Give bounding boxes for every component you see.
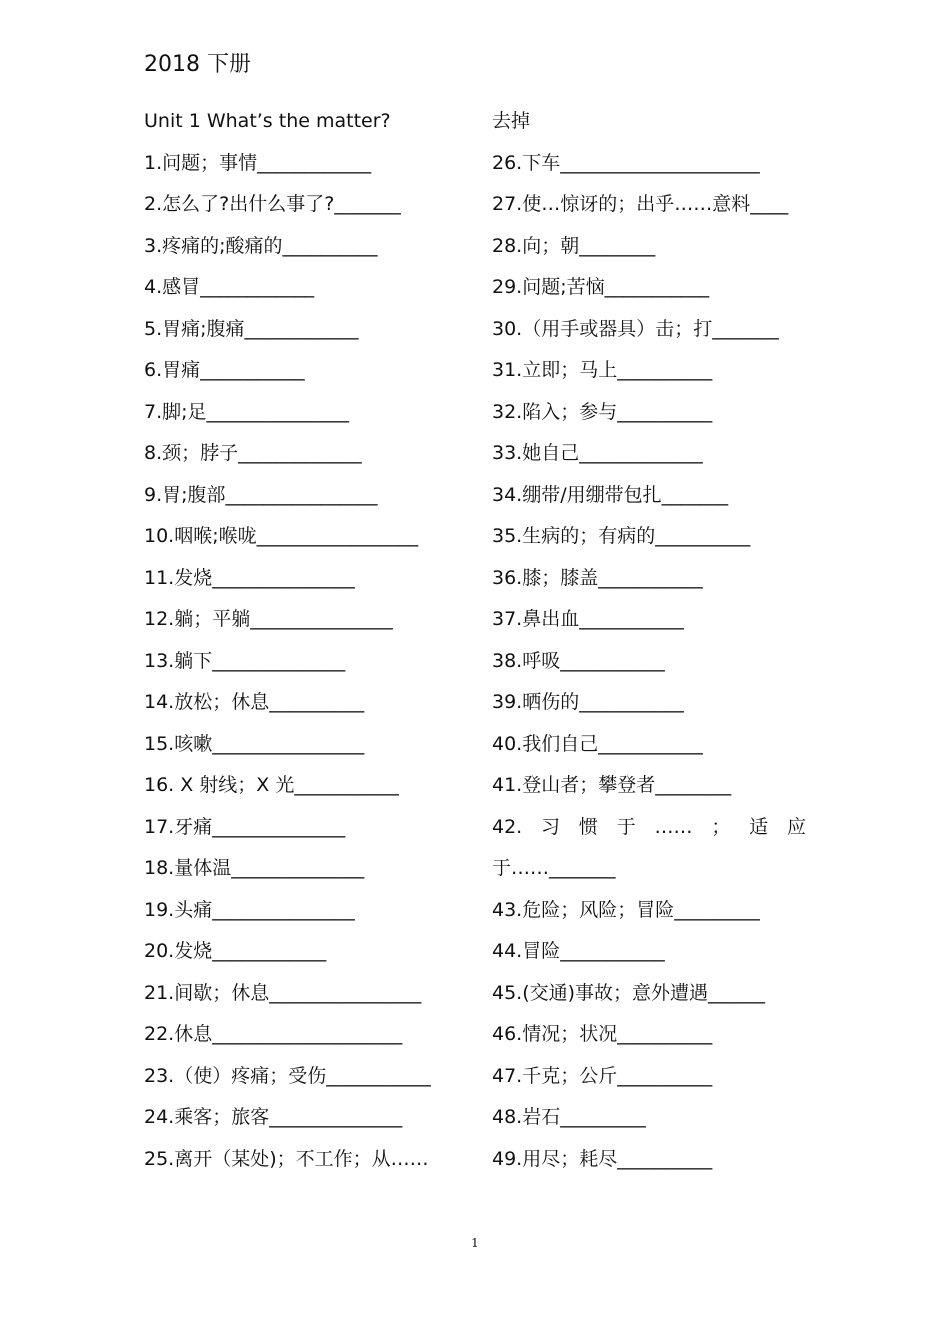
vocab-item: 49.用尽；耗尽__________ [492, 1147, 713, 1170]
vocab-item-42-part: …… [654, 815, 693, 838]
vocab-item: 33.她自己_____________ [492, 442, 703, 464]
vocab-item: 46.情况；状况__________ [492, 1023, 713, 1045]
vocab-item: 27.使…惊讶的；出乎……意料____ [492, 193, 789, 215]
vocab-item: 26.下车_____________________ [492, 151, 760, 174]
vocab-item-42-part: 于 [616, 815, 636, 838]
vocab-item: 5.胃痛;腹痛____________ [144, 317, 359, 340]
vocab-item: 40.我们自己___________ [492, 732, 703, 755]
vocab-item: 20.发烧____________ [144, 940, 327, 962]
vocab-item: 37.鼻出血___________ [492, 608, 684, 630]
vocab-item-42-part: ； [711, 815, 731, 838]
vocab-item: 38.呼吸___________ [492, 649, 665, 672]
vocab-item: 30.（用手或器具）击；打_______ [492, 317, 779, 340]
vocab-item: 22.休息____________________ [144, 1023, 403, 1045]
vocab-item: 12.躺；平躺_______________ [144, 608, 393, 630]
vocab-item: 10.咽喉;喉咙_________________ [144, 525, 419, 547]
vocab-item: 35.生病的；有病的__________ [492, 525, 751, 547]
vocab-item: 32.陷入；参与__________ [492, 400, 713, 423]
left-column [144, 101, 474, 1180]
vocab-item: 36.膝；膝盖___________ [492, 566, 703, 589]
vocab-item: 19.头痛_______________ [144, 898, 355, 921]
vocab-item: 25.离开（某处)；不工作；从…… [144, 1147, 429, 1170]
page-number: 1 [471, 1236, 479, 1250]
vocab-item-42-part: 42. [492, 815, 523, 838]
vocab-item: 7.脚;足_______________ [144, 400, 350, 423]
vocab-item-42-part: 惯 [578, 815, 598, 838]
vocab-item: 14.放松；休息__________ [144, 691, 365, 713]
vocab-item-42-continuation: 于……_______ [492, 857, 616, 879]
vocab-item: 17.牙痛______________ [144, 815, 346, 838]
continuation-text: 去掉 [492, 110, 531, 132]
vocab-item: 8.颈；脖子_____________ [144, 442, 362, 464]
unit-heading: Unit 1 What’s the matter? [144, 110, 391, 132]
vocab-item: 28.向；朝________ [492, 234, 656, 257]
vocab-item: 15.咳嗽________________ [144, 732, 365, 755]
vocab-item: 41.登山者；攀登者________ [492, 774, 732, 796]
vocab-item: 16. X 射线；X 光___________ [144, 774, 399, 796]
vocab-item: 6.胃痛___________ [144, 359, 305, 381]
vocab-item: 23.（使）疼痛；受伤___________ [144, 1064, 431, 1087]
vocab-item: 4.感冒____________ [144, 276, 315, 298]
vocab-item: 3.疼痛的;酸痛的__________ [144, 234, 378, 257]
vocab-item: 31.立即；马上__________ [492, 359, 713, 381]
vocab-item-42-part: 适 [749, 815, 769, 838]
vocab-item: 45.(交通)事故；意外遭遇______ [492, 981, 766, 1004]
vocab-item: 11.发烧_______________ [144, 566, 355, 589]
vocab-item: 9.胃;腹部________________ [144, 483, 378, 506]
vocab-item: 1.问题；事情____________ [144, 151, 372, 174]
page-title: 2018 下册 [144, 52, 251, 77]
vocab-item: 47.千克；公斤__________ [492, 1064, 713, 1087]
vocab-item: 34.绷带/用绷带包扎_______ [492, 483, 729, 506]
vocab-item: 39.晒伤的___________ [492, 691, 684, 713]
vocab-item: 2.怎么了?出什么事了?_______ [144, 193, 401, 215]
vocab-item: 24.乘客；旅客______________ [144, 1106, 403, 1128]
vocab-item-42-part: 应 [786, 815, 806, 838]
vocab-item: 29.问题;苦恼___________ [492, 276, 710, 298]
right-column [492, 101, 812, 1180]
vocab-item: 48.岩石_________ [492, 1106, 646, 1128]
vocab-item: 13.躺下______________ [144, 649, 346, 672]
vocab-item: 43.危险；风险；冒险_________ [492, 898, 760, 921]
vocab-item-42 [492, 807, 806, 849]
vocab-item: 18.量体温______________ [144, 857, 365, 879]
vocab-item: 21.间歇；休息________________ [144, 981, 422, 1004]
vocab-item: 44.冒险___________ [492, 940, 665, 962]
vocab-item-42-part: 习 [541, 815, 561, 838]
